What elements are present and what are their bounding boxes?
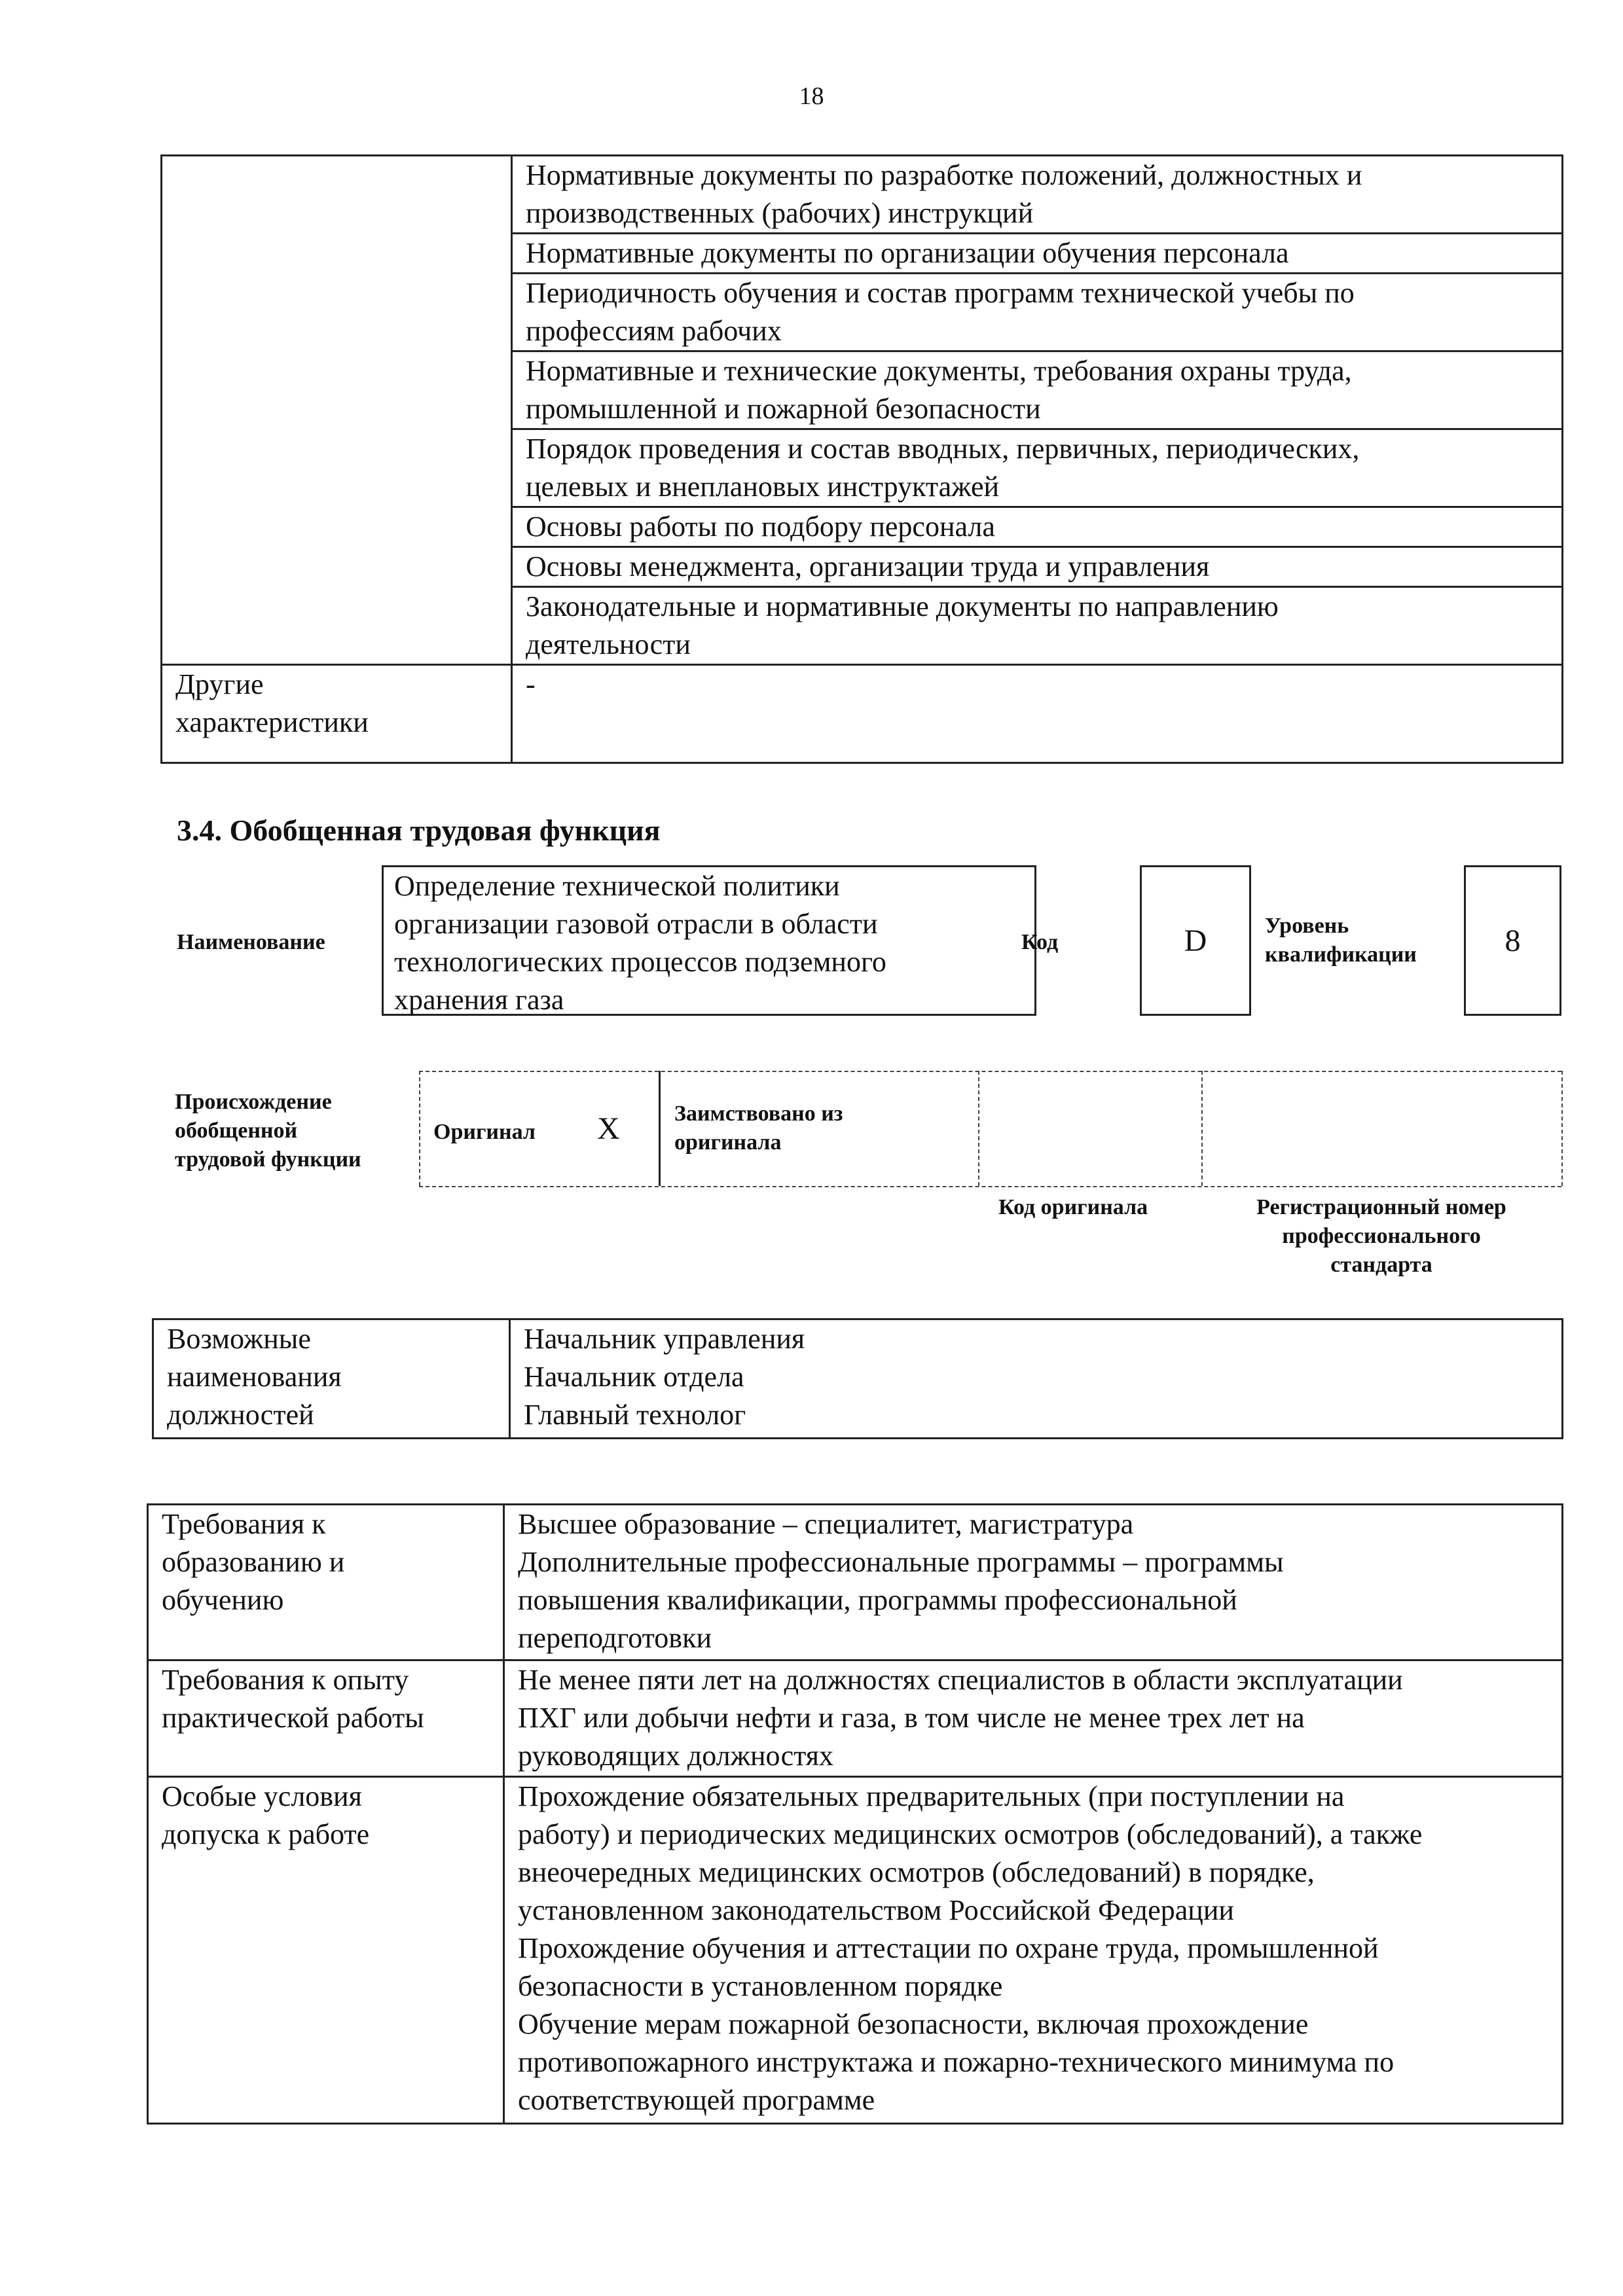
experience-label: Требования к опыту практической работы xyxy=(148,1660,504,1777)
positions-values xyxy=(510,1319,1563,1439)
table-row: Периодичность обучения и состав программ технической учебы по профессиям рабочих xyxy=(512,274,1563,351)
positions-table xyxy=(152,1318,1563,1439)
table-row: Законодательные и нормативные документы по направлению деятельности xyxy=(512,587,1563,665)
registration-caption: Регистрационный номер профессионального стандарта xyxy=(1256,1195,1506,1277)
origin-divider-reg xyxy=(1201,1071,1203,1186)
special-conditions-label: Особые условия допуска к работе xyxy=(148,1777,504,2124)
position-item: Начальник отдела xyxy=(524,1361,744,1393)
table-row: Основы работы по подбору персонала xyxy=(512,507,1563,547)
name-label: Наименование xyxy=(177,930,325,954)
origin-label: Происхождение обобщенной трудовой функции xyxy=(175,1090,361,1172)
education-values: Высшее образование – специалитет, магистратура Дополнительные профессиональные программы – программы повышения квалификации, программы профессиональной переподготовки xyxy=(504,1505,1563,1660)
other-characteristics-value: - xyxy=(512,665,1563,763)
table-row: Порядок проведения и состав вводных, первичных, периодических, целевых и внеплановых инструктажей xyxy=(512,429,1563,507)
code-original-caption: Код оригинала xyxy=(998,1195,1148,1219)
positions-label: Возможные наименования должностей xyxy=(153,1319,510,1439)
function-name-box: Определение технической политики организации газовой отрасли в области технологических процессов подземного хранения газа xyxy=(382,865,1036,1016)
borrowed-label: Заимствовано из оригинала xyxy=(674,1102,843,1155)
code-value: D xyxy=(1140,865,1251,1016)
experience-values: Не менее пяти лет на должностях специалистов в области эксплуатации ПХГ или добычи нефти и газа, в том числе не менее трех лет на руководящих должностях xyxy=(504,1660,1563,1777)
origin-top-border xyxy=(419,1071,1561,1072)
education-label: Требования к образованию и обучению xyxy=(148,1505,504,1660)
table-row: Нормативные и технические документы, требования охраны труда, промышленной и пожарной безопасности xyxy=(512,351,1563,429)
level-label: Уровень квалификации xyxy=(1265,914,1417,967)
top-table xyxy=(160,154,1563,764)
special-conditions-values: Прохождение обязательных предварительных (при поступлении на работу) и периодических медицинских осмотров (обследований), а также внеочередных медицинских осмотров (обследований) в порядке, установленном законодательством Российской Федерации Прохождение обучения и аттестации по охране труда, промышленной безопасности в установленном порядке Обучение мерам пожарной безопасности, включая прохождение противопожарного инструктажа и пожарно-технического минимума по соответствующей программе xyxy=(504,1777,1563,2124)
code-label: Код xyxy=(1021,930,1059,954)
requirements-table xyxy=(147,1503,1563,2125)
position-item: Главный технолог xyxy=(524,1399,746,1431)
section-title: 3.4. Обобщенная трудовая функция xyxy=(177,814,661,847)
page-number: 18 xyxy=(799,82,824,110)
other-characteristics-label: Другие характеристики xyxy=(162,665,512,763)
top-table-empty-cell xyxy=(162,156,512,665)
origin-left-border xyxy=(419,1071,420,1186)
table-row: Нормативные документы по организации обучения персонала xyxy=(512,234,1563,274)
origin-divider xyxy=(659,1071,661,1186)
table-row: Нормативные документы по разработке положений, должностных и производственных (рабочих) инструкций xyxy=(512,156,1563,234)
original-label: Оригинал xyxy=(433,1120,536,1144)
position-item: Начальник управления xyxy=(524,1323,805,1355)
origin-bottom-border xyxy=(419,1186,1561,1187)
table-row: Основы менеджмента, организации труда и управления xyxy=(512,547,1563,587)
origin-divider-code xyxy=(978,1071,979,1186)
level-value: 8 xyxy=(1464,865,1561,1016)
original-mark: X xyxy=(597,1111,620,1146)
origin-right-border xyxy=(1561,1071,1563,1186)
